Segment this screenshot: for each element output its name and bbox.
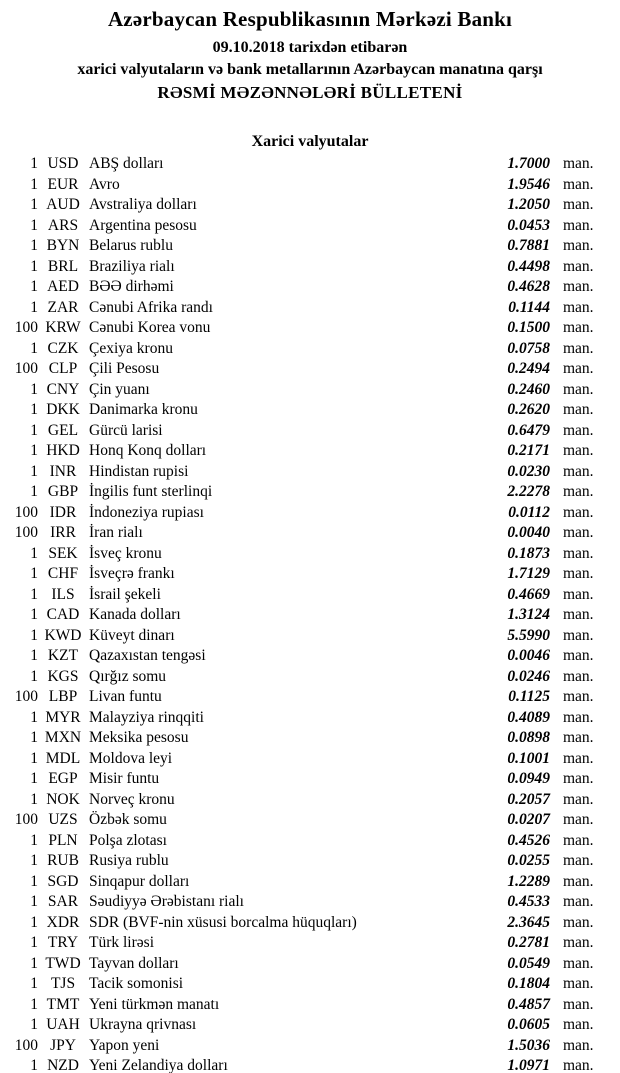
currency-quantity: 1 (30, 544, 38, 562)
rate-row (0, 831, 620, 852)
currency-rate-value: 0.2460 (507, 380, 550, 398)
currency-code: IRR (50, 524, 76, 541)
currency-rate-value: 0.0453 (507, 216, 550, 234)
currency-quantity: 1 (30, 708, 38, 726)
currency-name: Tacik somonisi (89, 975, 184, 992)
currency-unit-label: man. (563, 626, 594, 644)
currency-quantity: 100 (14, 503, 38, 521)
currency-rate-value: 0.0549 (507, 954, 550, 972)
currency-name: SDR (BVF-nin xüsusi borcalma hüquqları) (89, 913, 357, 931)
currency-code: MDL (45, 749, 81, 767)
currency-unit-label: man. (563, 1057, 594, 1073)
currency-code: RUB (47, 852, 79, 869)
currency-name: Çin yuanı (89, 380, 150, 398)
currency-rate-value: 0.4089 (507, 708, 550, 726)
currency-rate-value: 0.2620 (507, 401, 550, 418)
rate-row (0, 380, 620, 401)
rate-row (0, 585, 620, 606)
currency-rate-value: 0.1001 (507, 749, 550, 767)
rate-row (0, 564, 620, 585)
rate-row (0, 195, 620, 216)
currency-unit-label: man. (563, 483, 594, 500)
rates-table (0, 154, 620, 1073)
currency-quantity: 1 (30, 483, 38, 500)
currency-quantity: 1 (30, 1057, 38, 1073)
currency-code: NZD (47, 1057, 79, 1073)
currency-name: İngilis funt sterlinqi (89, 483, 213, 500)
currency-rate-value: 0.1873 (507, 544, 550, 562)
currency-quantity: 1 (30, 667, 38, 685)
rate-row (0, 503, 620, 524)
currency-quantity: 1 (30, 872, 38, 890)
currency-code: GBP (47, 483, 79, 500)
currency-quantity: 1 (30, 995, 38, 1013)
currency-name: Cənubi Korea vonu (89, 319, 211, 336)
rate-row (0, 257, 620, 278)
currency-quantity: 100 (14, 319, 38, 336)
rate-row (0, 954, 620, 975)
currency-code: GEL (47, 421, 79, 439)
currency-quantity: 1 (30, 442, 38, 459)
currency-quantity: 1 (30, 380, 38, 398)
currency-code: INR (49, 462, 77, 480)
currency-name: Özbək somu (89, 811, 167, 828)
currency-name: Yeni türkmən manatı (89, 995, 220, 1013)
bulletin-header (0, 0, 620, 103)
currency-rate-value: 0.2494 (507, 360, 550, 377)
currency-name: Braziliya rialı (89, 257, 175, 275)
rate-row (0, 646, 620, 667)
currency-rate-value: 1.0971 (507, 1057, 550, 1073)
currency-quantity: 1 (30, 852, 38, 869)
rate-row (0, 482, 620, 503)
currency-quantity: 1 (30, 565, 38, 582)
currency-rate-value: 0.4526 (507, 831, 550, 849)
currency-unit-label: man. (563, 196, 594, 213)
currency-quantity: 100 (14, 1036, 38, 1054)
currency-unit-label: man. (563, 401, 594, 418)
currency-quantity: 1 (30, 954, 38, 972)
currency-code: TJS (50, 975, 76, 992)
currency-code: BYN (46, 237, 80, 254)
currency-name: Belarus rublu (89, 237, 173, 254)
currency-quantity: 100 (14, 688, 38, 705)
currency-code: HKD (46, 442, 80, 459)
currency-quantity: 1 (30, 606, 38, 623)
currency-quantity: 100 (14, 524, 38, 541)
currency-rate-value: 1.2050 (507, 196, 550, 213)
rate-row (0, 687, 620, 708)
currency-name: Rusiya rublu (89, 852, 169, 869)
rate-row (0, 523, 620, 544)
currency-unit-label: man. (563, 278, 594, 295)
rate-row (0, 298, 620, 319)
currency-code: UAH (46, 1016, 80, 1033)
currency-code: EUR (47, 175, 79, 193)
currency-code: CHF (47, 565, 79, 582)
currency-rate-value: 0.0605 (507, 1016, 550, 1033)
currency-rate-value: 1.2289 (507, 872, 550, 890)
currency-rate-value: 1.7000 (507, 155, 550, 172)
currency-quantity: 1 (30, 421, 38, 439)
currency-name: Danimarka kronu (89, 401, 198, 418)
rate-row (0, 400, 620, 421)
currency-code: KZT (47, 647, 79, 664)
currency-quantity: 1 (30, 770, 38, 787)
currency-quantity: 100 (14, 360, 38, 377)
currency-rate-value: 0.4498 (507, 257, 550, 275)
currency-code: BRL (47, 257, 79, 275)
currency-name: ABŞ dolları (89, 155, 164, 172)
currency-rate-value: 2.2278 (507, 483, 550, 500)
currency-unit-label: man. (563, 770, 594, 787)
currency-rate-value: 0.6479 (507, 421, 550, 439)
rate-row (0, 154, 620, 175)
currency-rate-value: 2.3645 (507, 913, 550, 931)
currency-rate-value: 0.0949 (507, 770, 550, 787)
currency-rate-value: 0.0898 (507, 729, 550, 746)
currency-quantity: 1 (30, 647, 38, 664)
rate-row (0, 933, 620, 954)
currency-name: Qazaxıstan tengəsi (89, 647, 206, 664)
currency-quantity: 100 (14, 811, 38, 828)
currency-name: Livan funtu (89, 688, 162, 705)
currency-code: TMT (46, 995, 80, 1013)
currency-unit-label: man. (563, 155, 594, 172)
currency-quantity: 1 (30, 216, 38, 234)
currency-unit-label: man. (563, 749, 594, 767)
currency-rate-value: 0.1144 (508, 298, 550, 316)
currency-name: Norveç kronu (89, 790, 175, 808)
rate-row (0, 544, 620, 565)
currency-name: Argentina pesosu (89, 216, 197, 234)
currency-unit-label: man. (563, 462, 594, 480)
currency-rate-value: 0.0230 (507, 462, 550, 480)
currency-code: KGS (47, 667, 79, 685)
rate-row (0, 995, 620, 1016)
currency-rate-value: 0.4533 (507, 893, 550, 910)
currency-name: Moldova leyi (89, 749, 173, 767)
currency-quantity: 1 (30, 934, 38, 951)
currency-name: İran rialı (89, 524, 143, 541)
currency-unit-label: man. (563, 1016, 594, 1033)
currency-unit-label: man. (563, 216, 594, 234)
rate-row (0, 872, 620, 893)
currency-unit-label: man. (563, 442, 594, 459)
currency-name: Honq Konq dolları (89, 442, 207, 459)
currency-name: İsveçrə frankı (89, 565, 175, 582)
currency-unit-label: man. (563, 298, 594, 316)
currency-code: CLP (48, 360, 78, 377)
currency-rate-value: 0.0046 (507, 647, 550, 664)
currency-rate-value: 0.0040 (507, 524, 550, 541)
currency-code: USD (47, 155, 79, 172)
currency-name: Polşa zlotası (89, 831, 167, 849)
currency-quantity: 1 (30, 339, 38, 357)
rate-row (0, 974, 620, 995)
currency-unit-label: man. (563, 360, 594, 377)
currency-unit-label: man. (563, 319, 594, 336)
currency-name: Yapon yeni (89, 1036, 160, 1054)
currency-unit-label: man. (563, 893, 594, 910)
currency-code: EGP (48, 770, 78, 787)
currency-code: SEK (48, 544, 78, 562)
currency-code: TRY (47, 934, 79, 951)
currency-quantity: 1 (30, 831, 38, 849)
currency-unit-label: man. (563, 667, 594, 685)
currency-unit-label: man. (563, 688, 594, 705)
rate-row (0, 236, 620, 257)
currency-name: İsveç kronu (89, 544, 162, 562)
currency-rate-value: 1.7129 (507, 565, 550, 582)
currency-code: ILS (51, 585, 75, 603)
currency-code: IDR (49, 503, 77, 521)
currency-unit-label: man. (563, 831, 594, 849)
currency-code: TWD (45, 954, 81, 972)
currency-name: Yeni Zelandiya dolları (89, 1057, 228, 1073)
currency-name: Kanada dolları (89, 606, 181, 623)
currency-unit-label: man. (563, 934, 594, 951)
currency-code: CZK (47, 339, 79, 357)
currency-name: Küveyt dinarı (89, 626, 175, 644)
rate-row (0, 913, 620, 934)
currency-code: CNY (46, 380, 80, 398)
currency-unit-label: man. (563, 1036, 594, 1054)
currency-quantity: 1 (30, 401, 38, 418)
currency-code: DKK (46, 401, 80, 418)
rate-row (0, 851, 620, 872)
currency-quantity: 1 (30, 585, 38, 603)
currency-unit-label: man. (563, 872, 594, 890)
currency-code: KWD (44, 626, 82, 644)
rate-row (0, 708, 620, 729)
currency-unit-label: man. (563, 606, 594, 623)
currency-unit-label: man. (563, 995, 594, 1013)
currency-code: ZAR (47, 298, 79, 316)
rate-row (0, 626, 620, 647)
currency-unit-label: man. (563, 790, 594, 808)
currency-code: MYR (45, 708, 81, 726)
rate-row (0, 318, 620, 339)
currency-rate-value: 1.9546 (507, 175, 550, 193)
currency-unit-label: man. (563, 647, 594, 664)
currency-unit-label: man. (563, 175, 594, 193)
rate-row (0, 810, 620, 831)
currency-unit-label: man. (563, 237, 594, 254)
currency-quantity: 1 (30, 975, 38, 992)
currency-name: Gürcü larisi (89, 421, 163, 439)
currency-name: Avro (89, 175, 120, 193)
rate-row (0, 359, 620, 380)
rate-row (0, 749, 620, 770)
currency-code: AUD (46, 196, 80, 213)
currency-unit-label: man. (563, 975, 594, 992)
currency-rate-value: 0.0112 (508, 503, 550, 521)
currency-name: Ukrayna qrivnası (89, 1016, 197, 1033)
currency-name: Misir funtu (89, 770, 160, 787)
currency-unit-label: man. (563, 729, 594, 746)
currency-code: AED (47, 278, 79, 295)
currency-quantity: 1 (30, 749, 38, 767)
currency-rate-value: 0.2057 (507, 790, 550, 808)
currency-rate-value: 5.5990 (507, 626, 550, 644)
rate-row (0, 1015, 620, 1036)
currency-code: LBP (48, 688, 78, 705)
currency-name: Səudiyyə Ərəbistanı rialı (89, 893, 244, 910)
currency-code: XDR (46, 913, 80, 931)
currency-unit-label: man. (563, 544, 594, 562)
currency-rate-value: 1.3124 (507, 606, 550, 623)
currency-rate-value: 0.2781 (507, 934, 550, 951)
rate-row (0, 769, 620, 790)
currency-unit-label: man. (563, 339, 594, 357)
rate-row (0, 892, 620, 913)
currency-quantity: 1 (30, 196, 38, 213)
rate-row (0, 175, 620, 196)
rate-row (0, 790, 620, 811)
currency-quantity: 1 (30, 237, 38, 254)
rate-row (0, 277, 620, 298)
currency-code: SGD (47, 872, 79, 890)
currency-name: Cənubi Afrika randı (89, 298, 213, 316)
rate-row (0, 667, 620, 688)
currency-name: Sinqapur dolları (89, 872, 190, 890)
currency-name: İsrail şekeli (89, 585, 161, 603)
currency-rate-value: 0.1500 (507, 319, 550, 336)
currency-rate-value: 0.1804 (507, 975, 550, 992)
rate-row (0, 441, 620, 462)
currency-quantity: 1 (30, 462, 38, 480)
currency-code: UZS (48, 811, 78, 828)
currency-rate-value: 0.0255 (507, 852, 550, 869)
currency-name: Hindistan rupisi (89, 462, 189, 480)
rate-row (0, 728, 620, 749)
currency-code: CAD (46, 606, 80, 623)
currency-code: PLN (48, 831, 78, 849)
currency-code: NOK (46, 790, 80, 808)
currency-unit-label: man. (563, 565, 594, 582)
rate-row (0, 1056, 620, 1073)
currency-quantity: 1 (30, 626, 38, 644)
currency-name: Türk lirəsi (89, 934, 154, 951)
currency-unit-label: man. (563, 524, 594, 541)
effective-date-line: 09.10.2018 tarixdən etibarən (212, 39, 408, 56)
currency-rate-value: 0.1125 (508, 688, 550, 705)
currency-unit-label: man. (563, 585, 594, 603)
currency-rate-value: 1.5036 (507, 1036, 550, 1054)
currency-quantity: 1 (30, 175, 38, 193)
currency-name: BƏƏ dirhəmi (89, 278, 174, 295)
currency-rate-value: 0.4857 (507, 995, 550, 1013)
rate-row (0, 462, 620, 483)
currency-name: İndoneziya rupiası (89, 503, 204, 521)
currency-quantity: 1 (30, 790, 38, 808)
currency-quantity: 1 (30, 298, 38, 316)
currency-code: SAR (47, 893, 79, 910)
currency-unit-label: man. (563, 421, 594, 439)
rate-row (0, 605, 620, 626)
currency-unit-label: man. (563, 708, 594, 726)
currency-unit-label: man. (563, 257, 594, 275)
currency-unit-label: man. (563, 913, 594, 931)
currency-unit-label: man. (563, 852, 594, 869)
currency-rate-value: 0.0758 (507, 339, 550, 357)
currency-code: MXN (44, 729, 82, 746)
currency-quantity: 1 (30, 729, 38, 746)
currency-quantity: 1 (30, 913, 38, 931)
currency-code: ARS (47, 216, 79, 234)
rate-row (0, 1036, 620, 1057)
currency-name: Meksika pesosu (89, 729, 189, 746)
currency-name: Çexiya kronu (89, 339, 173, 357)
currency-rate-value: 0.7881 (507, 237, 550, 254)
currency-rate-value: 0.0246 (507, 667, 550, 685)
currency-name: Tayvan dolları (89, 954, 179, 972)
section-title-foreign-currencies: Xarici valyutalar (251, 133, 369, 150)
currency-name: Malayziya rinqqiti (89, 708, 204, 726)
currency-unit-label: man. (563, 380, 594, 398)
currency-unit-label: man. (563, 503, 594, 521)
currency-quantity: 1 (30, 278, 38, 295)
currency-quantity: 1 (30, 1016, 38, 1033)
bulletin-subtitle: xarici valyutaların və bank metallarının Azərbaycan manatına qarşı (77, 61, 543, 78)
currency-quantity: 1 (30, 257, 38, 275)
currency-rate-value: 0.4628 (507, 278, 550, 295)
currency-name: Qırğız somu (89, 667, 167, 685)
currency-code: KRW (45, 319, 81, 336)
bulletin-title: RƏSMİ MƏZƏNNƏLƏRİ BÜLLETENİ (157, 83, 463, 102)
currency-quantity: 1 (30, 893, 38, 910)
currency-code: JPY (50, 1036, 76, 1054)
rate-row (0, 339, 620, 360)
rate-row (0, 216, 620, 237)
currency-rate-value: 0.4669 (507, 585, 550, 603)
rate-row (0, 421, 620, 442)
currency-name: Çili Pesosu (89, 360, 160, 377)
currency-rate-value: 0.2171 (507, 442, 550, 459)
currency-unit-label: man. (563, 954, 594, 972)
currency-rate-value: 0.0207 (507, 811, 550, 828)
currency-name: Avstraliya dolları (89, 196, 197, 213)
currency-unit-label: man. (563, 811, 594, 828)
bank-title: Azərbaycan Respublikasının Mərkəzi Bankı (107, 7, 513, 31)
currency-quantity: 1 (30, 155, 38, 172)
